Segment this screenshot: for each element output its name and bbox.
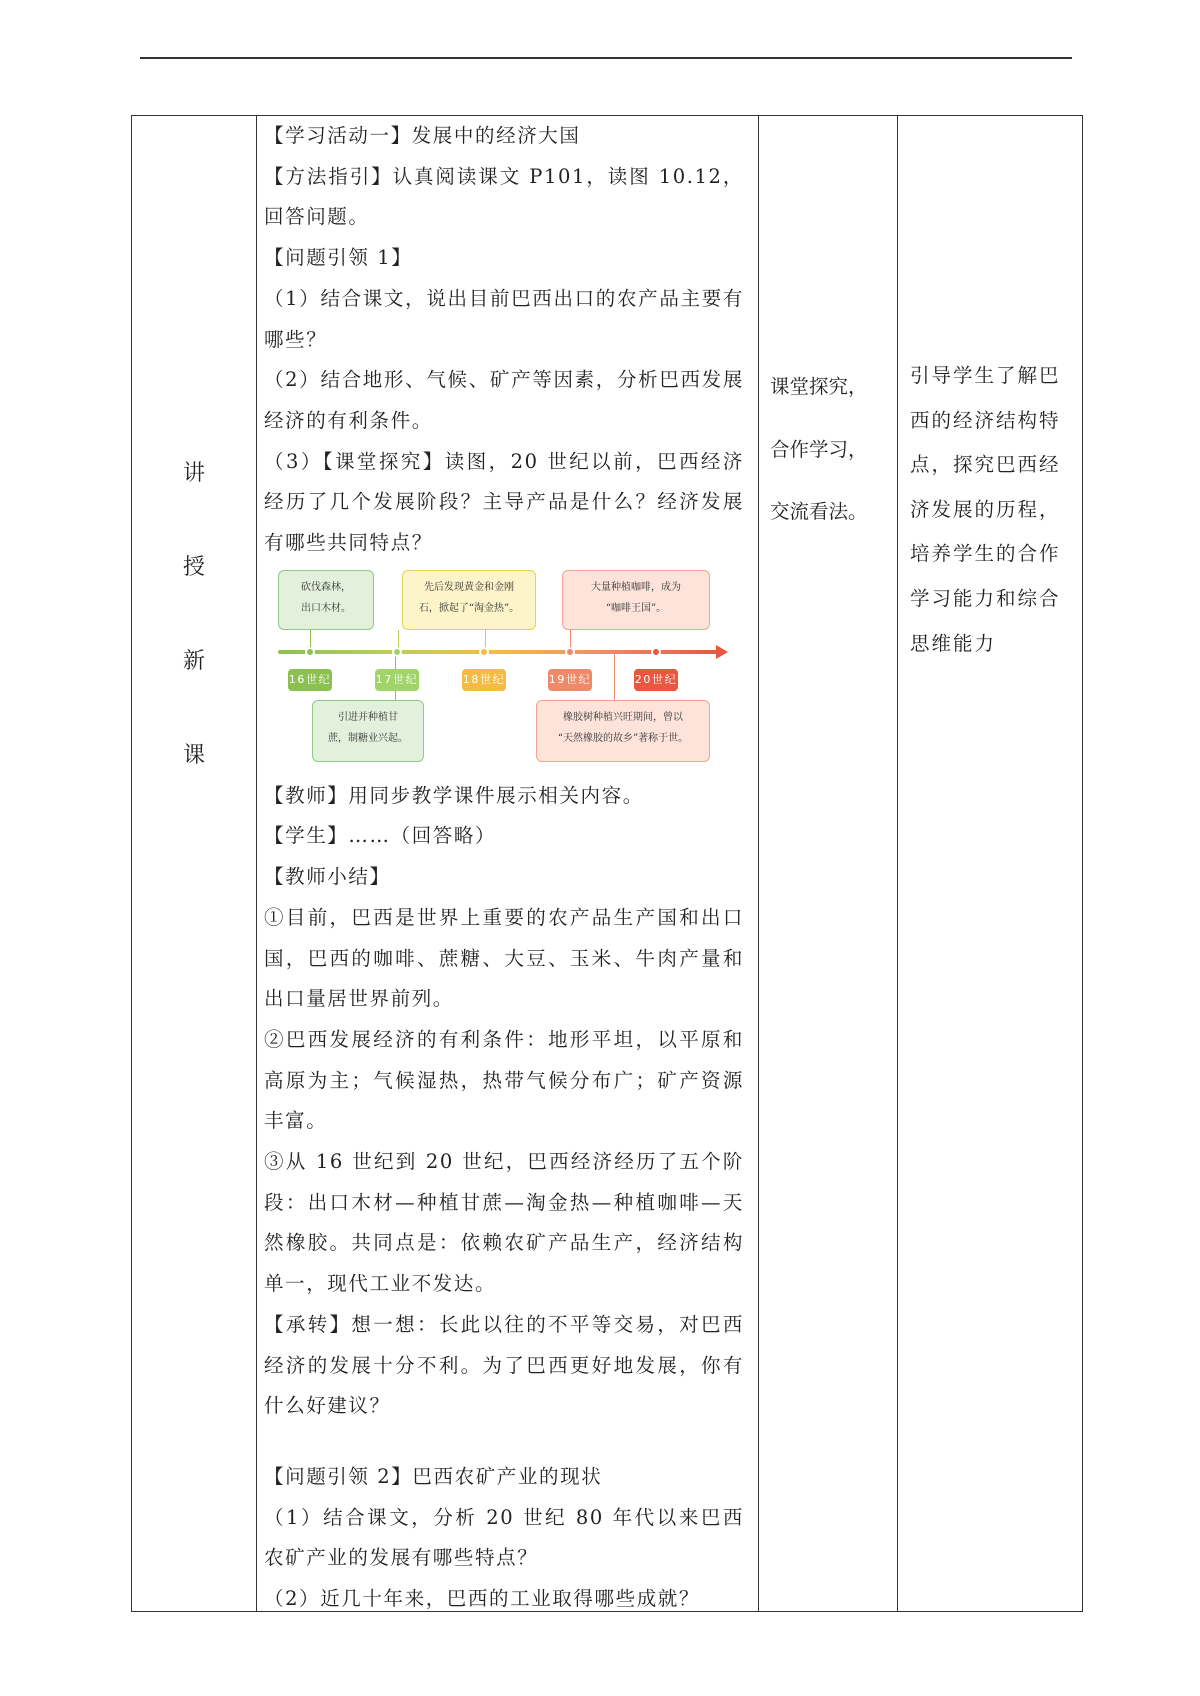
- stage-label-char: 新: [182, 649, 205, 674]
- timeline-box: [312, 700, 424, 762]
- lesson-table: [131, 115, 1083, 1612]
- timeline-box-line: 砍伐森林，: [301, 581, 351, 593]
- question-lead-1: 【问题引领 1】: [264, 246, 413, 270]
- timeline-box: [402, 570, 536, 630]
- timeline-dot: [565, 647, 575, 657]
- activity-line: 课堂探究，: [770, 375, 868, 398]
- question-item: （1）结合课文，说出目前巴西出口的农产品主要有哪些？: [264, 286, 744, 351]
- century-tag: 19世纪: [548, 669, 592, 691]
- timeline-box-line: “天然橡胶的故乡”著称于世。: [557, 732, 689, 744]
- stage-label-cell: [132, 116, 256, 1611]
- timeline-dot: [305, 647, 315, 657]
- timeline-dot: [651, 647, 661, 657]
- timeline-box: [562, 570, 710, 630]
- transition-line: 【承转】想一想：长此以往的不平等交易，对巴西经济的发展十分不利。为了巴西更好地发展，你有什么好建议？: [264, 1312, 744, 1418]
- question-item: （3）【课堂探究】读图，20 世纪以前，巴西经济经历了几个发展阶段？主导产品是什么？经济发展有哪些共同特点？: [264, 449, 744, 555]
- question-item: （2）结合地形、气候、矿产等因素，分析巴西发展经济的有利条件。: [264, 368, 744, 432]
- activity-line: 交流看法。: [770, 500, 868, 523]
- timeline-box-line: 橡胶树种植兴旺期间，曾以: [563, 711, 683, 723]
- question-item: （2）近几十年来，巴西的工业取得哪些成就？: [264, 1587, 701, 1611]
- timeline-box-line: 出口木材。: [301, 602, 351, 614]
- column-divider: [897, 116, 898, 1611]
- activity-heading: 【学习活动一】发展中的经济大国: [264, 124, 581, 147]
- timeline-dot: [392, 647, 402, 657]
- question-lead-2: 【问题引领 2】巴西农矿产业的现状: [264, 1464, 603, 1488]
- column-divider: [758, 116, 759, 1611]
- header-rule: [140, 57, 1072, 59]
- method-guide: 【方法指引】认真阅读课文 P101，读图 10.12，回答问题。: [264, 164, 744, 229]
- summary-point: ①目前，巴西是世界上重要的农产品生产国和出口国，巴西的咖啡、蔗糖、大豆、玉米、牛肉产量和出口量居世界前列。: [264, 905, 744, 1011]
- timeline-box-line: 引进并种植甘: [338, 711, 398, 723]
- teaching-content-cell: [264, 116, 744, 1620]
- timeline-box-line: 石，掀起了“淘金热”。: [418, 602, 520, 614]
- student-line: 【学生】……（回答略）: [264, 824, 497, 848]
- column-divider: [256, 116, 257, 1611]
- timeline-arrow-head: [716, 645, 728, 659]
- summary-heading: 【教师小结】: [264, 865, 391, 889]
- activity-line: 合作学习，: [770, 437, 868, 461]
- summary-point: ②巴西发展经济的有利条件：地形平坦，以平原和高原为主；气候湿热，热带气候分布广；矿产资源丰富。: [264, 1027, 744, 1133]
- timeline-box-line: 先后发现黄金和金刚: [424, 581, 514, 593]
- teacher-line: 【教师】用同步教学课件展示相关内容。: [264, 783, 644, 807]
- timeline-box: [536, 700, 710, 762]
- design-intent-cell: [910, 354, 1078, 666]
- timeline-box-line: 大量种植咖啡，成为: [591, 581, 681, 593]
- century-tag: 16世纪: [288, 669, 332, 691]
- century-tag: 20世纪: [634, 669, 678, 691]
- century-tag: 18世纪: [462, 669, 506, 691]
- spacer: [264, 1427, 744, 1457]
- summary-point: ③从 16 世纪到 20 世纪，巴西经济经历了五个阶段：出口木材—种植甘蔗—淘金热—种植咖啡—天然橡胶。共同点是：依赖农矿产品生产，经济结构单一，现代工业不发达。: [264, 1150, 744, 1296]
- question-item: （1）结合课文，分析 20 世纪 80 年代以来巴西农矿产业的发展有哪些特点？: [264, 1505, 744, 1570]
- design-intent-text: 引导学生了解巴西的经济结构特点，探究巴西经济发展的历程，培养学生的合作学习能力和综合思维能力: [910, 364, 1061, 655]
- century-tag: 17世纪: [375, 669, 419, 691]
- timeline-box-line: 蔗，制糖业兴起。: [328, 732, 408, 744]
- timeline-connector: [614, 654, 615, 700]
- timeline-dot: [479, 647, 489, 657]
- stage-label-char: 课: [182, 743, 205, 768]
- timeline-box: [278, 570, 374, 630]
- stage-label-char: 讲: [182, 461, 205, 486]
- student-activity-cell: [770, 356, 910, 544]
- stage-label-char: 授: [182, 555, 205, 580]
- brazil-economy-timeline: [264, 570, 726, 772]
- timeline-box-line: “咖啡王国”。: [605, 602, 667, 614]
